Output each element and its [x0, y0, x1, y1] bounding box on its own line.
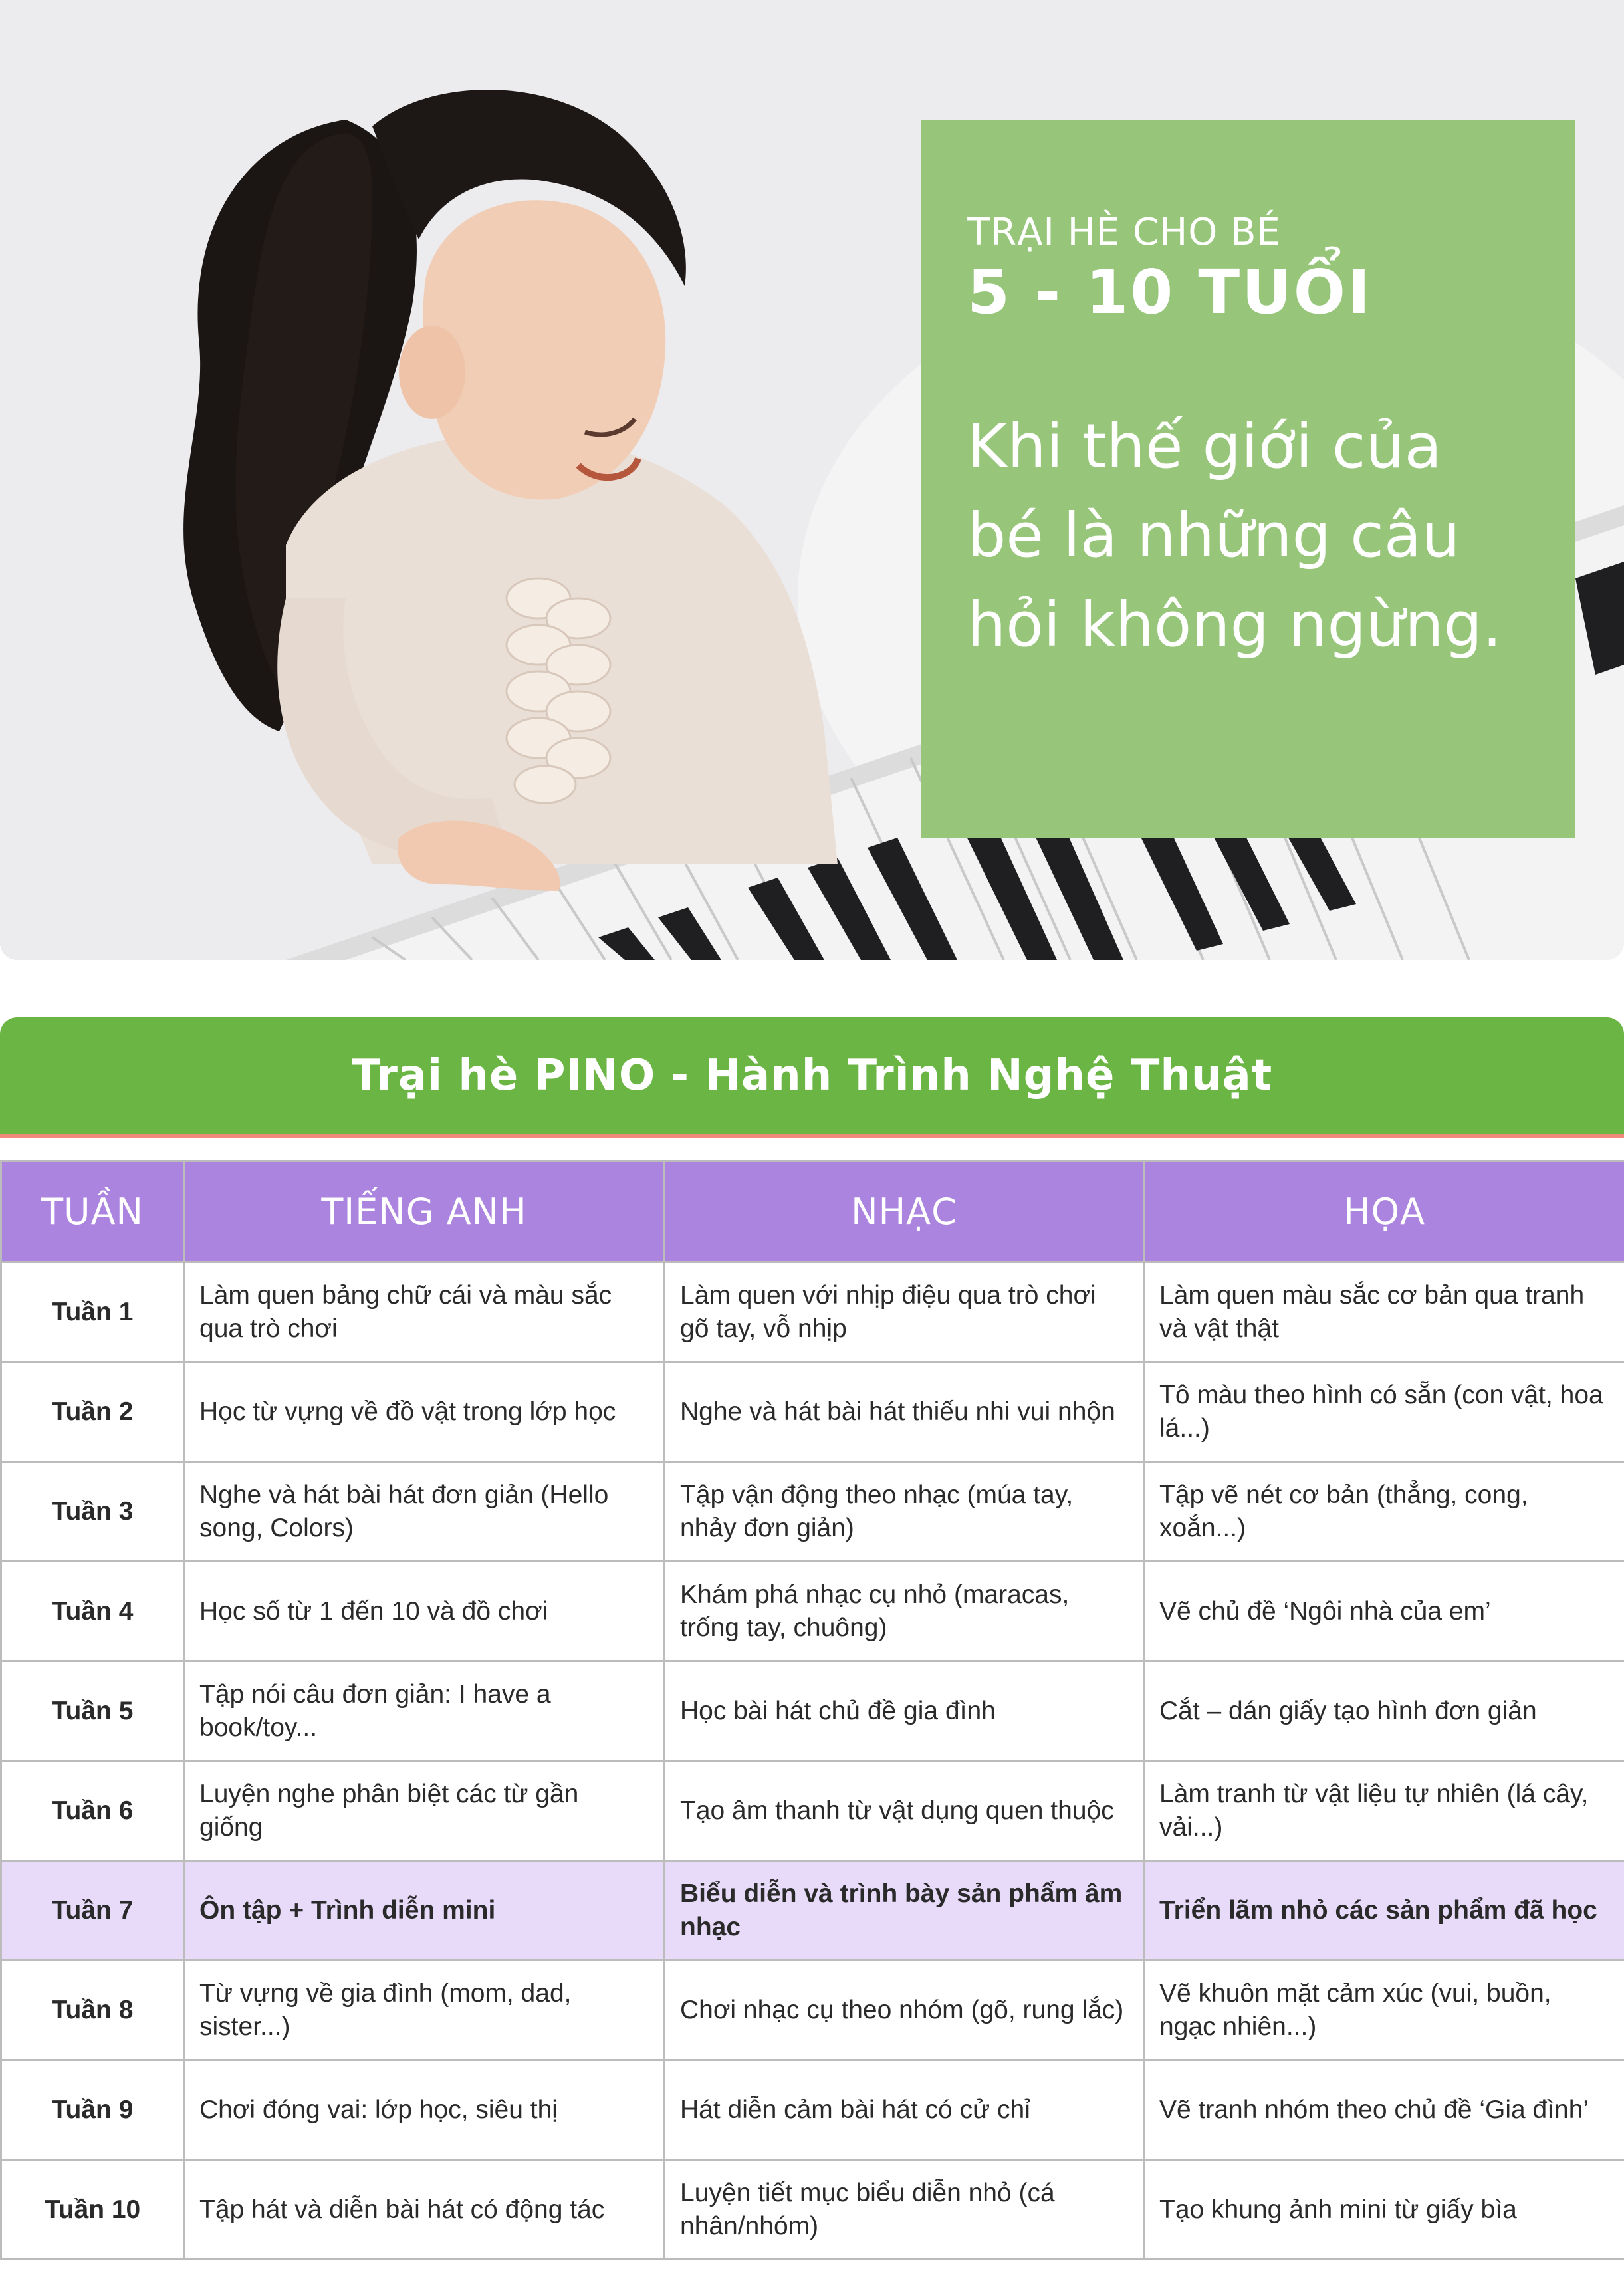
art-cell: Triển lãm nhỏ các sản phẩm đã học: [1144, 1861, 1624, 1961]
table-row: [1, 1262, 1624, 1362]
music-cell: Làm quen với nhịp điệu qua trò chơi gõ tay, vỗ nhịp: [665, 1262, 1144, 1362]
promo-tagline: Khi thế giới của bé là những câu hỏi không ngừng.: [967, 411, 1502, 660]
art-cell: Làm quen màu sắc cơ bản qua tranh và vật thật: [1144, 1262, 1624, 1362]
art-cell: Vẽ tranh nhóm theo chủ đề ‘Gia đình’: [1144, 2060, 1624, 2160]
program-title: Trại hè PINO - Hành Trình Nghệ Thuật: [351, 1050, 1273, 1100]
art-cell: Làm tranh từ vật liệu tự nhiên (lá cây, vải...): [1144, 1761, 1624, 1861]
english-cell: Từ vựng về gia đình (mom, dad, sister...): [184, 1961, 665, 2060]
table-row: [1, 2060, 1624, 2160]
promo-box: [921, 120, 1575, 838]
week-cell: Tuần 4: [1, 1562, 184, 1661]
program-banner: [0, 1017, 1624, 1134]
art-cell: Tập vẽ nét cơ bản (thẳng, cong, xoắn...): [1144, 1462, 1624, 1562]
english-cell: Tập hát và diễn bài hát có động tác: [184, 2160, 665, 2260]
week-cell: Tuần 3: [1, 1462, 184, 1562]
promo-eyebrow: TRẠI HÈ CHO BÉ: [967, 211, 1281, 254]
art-cell: Vẽ chủ đề ‘Ngôi nhà của em’: [1144, 1562, 1624, 1661]
music-cell: Nghe và hát bài hát thiếu nhi vui nhộn: [665, 1362, 1144, 1462]
table-row: [1, 1761, 1624, 1861]
english-cell: Nghe và hát bài hát đơn giản (Hello song, Colors): [184, 1462, 665, 1562]
music-cell: Hát diễn cảm bài hát có cử chỉ: [665, 2060, 1144, 2160]
music-cell: Tạo âm thanh từ vật dụng quen thuộc: [665, 1761, 1144, 1861]
week-cell: Tuần 7: [1, 1861, 184, 1961]
week-cell: Tuần 9: [1, 2060, 184, 2160]
schedule-table: [0, 1160, 1624, 2260]
table-row: [1, 2160, 1624, 2260]
english-cell: Chơi đóng vai: lớp học, siêu thị: [184, 2060, 665, 2160]
table-row: [1, 1661, 1624, 1761]
promo-age-range: 5 - 10 TUỔI: [967, 257, 1373, 328]
week-cell: Tuần 8: [1, 1961, 184, 2060]
week-cell: Tuần 1: [1, 1262, 184, 1362]
music-cell: Biểu diễn và trình bày sản phẩm âm nhạc: [665, 1861, 1144, 1961]
week-cell: Tuần 2: [1, 1362, 184, 1462]
english-cell: Học số từ 1 đến 10 và đồ chơi: [184, 1562, 665, 1661]
table-row-highlight: [1, 1861, 1624, 1961]
header-english: TIẾNG ANH: [184, 1161, 665, 1262]
english-cell: Học từ vựng về đồ vật trong lớp học: [184, 1362, 665, 1462]
header-week: TUẦN: [1, 1161, 184, 1262]
header-music: NHẠC: [665, 1161, 1144, 1262]
english-cell: Ôn tập + Trình diễn mini: [184, 1861, 665, 1961]
art-cell: Cắt – dán giấy tạo hình đơn giản: [1144, 1661, 1624, 1761]
week-cell: Tuần 5: [1, 1661, 184, 1761]
music-cell: Khám phá nhạc cụ nhỏ (maracas, trống tay, chuông): [665, 1562, 1144, 1661]
header-art: HỌA: [1144, 1161, 1624, 1262]
table-row: [1, 1462, 1624, 1562]
week-cell: Tuần 10: [1, 2160, 184, 2260]
english-cell: Tập nói câu đơn giản: I have a book/toy...: [184, 1661, 665, 1761]
table-row: [1, 1562, 1624, 1661]
art-cell: Vẽ khuôn mặt cảm xúc (vui, buồn, ngạc nhiên...): [1144, 1961, 1624, 2060]
table-row: [1, 1961, 1624, 2060]
week-cell: Tuần 6: [1, 1761, 184, 1861]
music-cell: Tập vận động theo nhạc (múa tay, nhảy đơn giản): [665, 1462, 1144, 1562]
music-cell: Luyện tiết mục biểu diễn nhỏ (cá nhân/nhóm): [665, 2160, 1144, 2260]
table-header-row: [1, 1161, 1624, 1262]
english-cell: Luyện nghe phân biệt các từ gần giống: [184, 1761, 665, 1861]
music-cell: Học bài hát chủ đề gia đình: [665, 1661, 1144, 1761]
art-cell: Tạo khung ảnh mini từ giấy bìa: [1144, 2160, 1624, 2260]
hero-section: [0, 0, 1624, 960]
art-cell: Tô màu theo hình có sẵn (con vật, hoa lá...): [1144, 1362, 1624, 1462]
table-row: [1, 1362, 1624, 1462]
music-cell: Chơi nhạc cụ theo nhóm (gõ, rung lắc): [665, 1961, 1144, 2060]
english-cell: Làm quen bảng chữ cái và màu sắc qua trò chơi: [184, 1262, 665, 1362]
